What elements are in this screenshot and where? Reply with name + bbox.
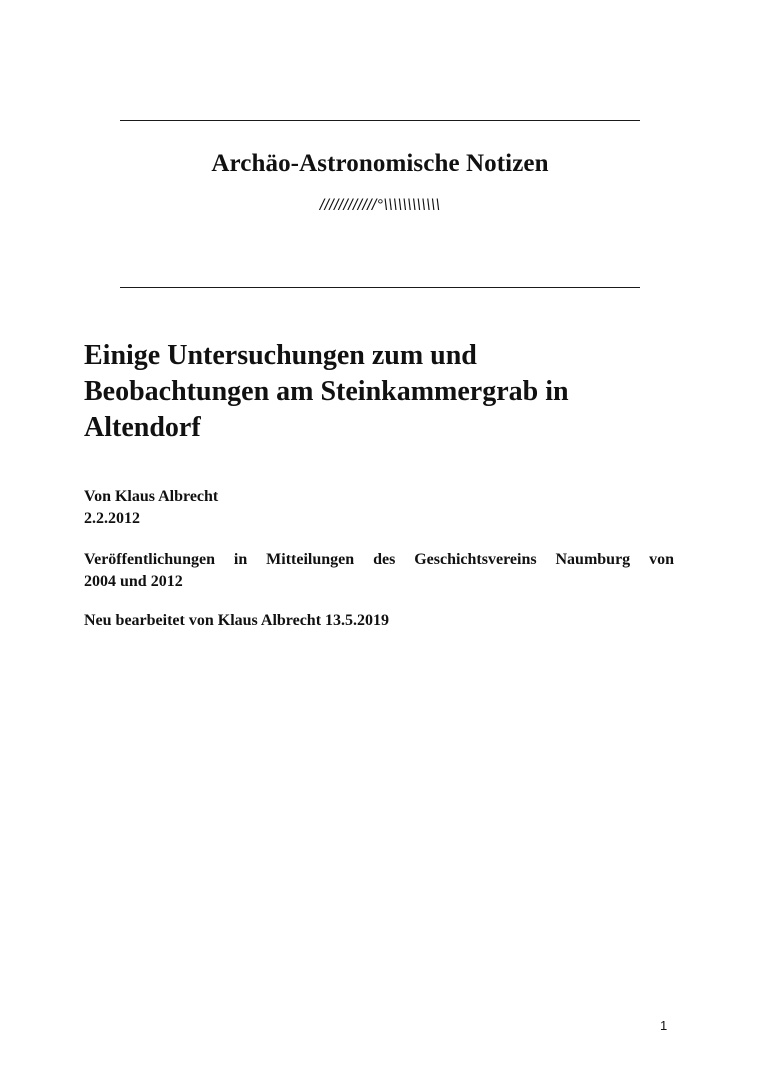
title-line-1: Einige Untersuchungen zum und — [84, 340, 477, 371]
title-line-3: Altendorf — [84, 412, 201, 443]
author-name: Von Klaus Albrecht — [84, 488, 219, 505]
header-top-rule — [120, 120, 640, 121]
series-title: Archäo-Astronomische Notizen — [211, 150, 549, 177]
header-bottom-rule — [120, 287, 640, 288]
publication-note — [84, 549, 674, 593]
author-date: 2.2.2012 — [84, 510, 140, 527]
publication-line-1: Veröffentlichungen in Mitteilungen des Geschichtsvereins Naumburg von — [84, 551, 674, 568]
page-number: 1 — [660, 1018, 668, 1033]
series-ornament: ////////////°\\\\\\\\\\\\ — [319, 197, 441, 214]
revision-note: Neu bearbeitet von Klaus Albrecht 13.5.2019 — [84, 612, 390, 629]
title-line-2: Beobachtungen am Steinkammergrab in — [84, 376, 569, 407]
byline — [84, 486, 218, 530]
publication-line-2: 2004 und 2012 — [84, 573, 183, 590]
document-title — [84, 338, 684, 446]
